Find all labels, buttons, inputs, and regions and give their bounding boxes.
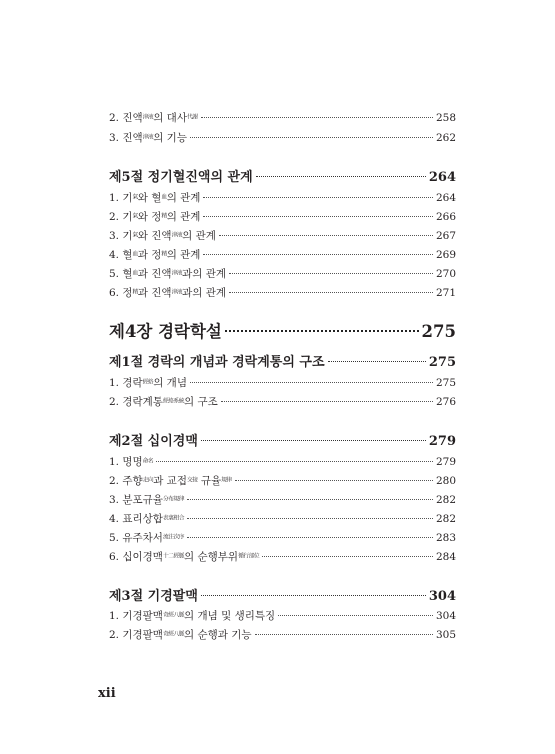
toc-entry-page: 276 xyxy=(435,396,456,408)
dot-leader xyxy=(201,117,433,118)
toc-entry xyxy=(109,130,456,146)
toc-entry xyxy=(109,627,456,643)
toc-section-page: 275 xyxy=(428,355,456,370)
toc-entry-page: 266 xyxy=(435,211,456,223)
dot-leader xyxy=(187,499,433,500)
toc-section-page: 279 xyxy=(428,434,456,449)
toc-entry xyxy=(109,454,456,470)
toc-entry-page: 280 xyxy=(435,475,456,487)
toc-entry-title: 1. 경락$^{經絡}$의 개념 xyxy=(109,377,187,389)
toc-section-page: 304 xyxy=(428,589,456,604)
toc-entry-page: 279 xyxy=(435,456,456,468)
dot-leader xyxy=(256,176,426,177)
toc-entry xyxy=(109,511,456,527)
toc-entry-title: 6. 정$^精$과 진액$^{津液}$과의 관계 xyxy=(109,287,227,299)
page-number: xii xyxy=(98,686,116,701)
toc-entry xyxy=(109,110,456,126)
toc-entry-page: 275 xyxy=(435,377,456,389)
toc-section xyxy=(109,351,456,371)
toc-entry-page: 284 xyxy=(435,551,456,563)
toc-entry-title: 3. 기$^氣$와 진액$^{津液}$의 관계 xyxy=(109,230,216,242)
toc-entry xyxy=(109,247,456,263)
toc-entry-page: 304 xyxy=(435,610,456,622)
toc-entry-title: 2. 주향$^{走向}$과 교접$^{交接}$ 규율$^{規律}$ xyxy=(109,475,232,487)
dot-leader xyxy=(225,330,419,332)
dot-leader xyxy=(187,518,433,519)
toc-entry xyxy=(109,190,456,206)
toc-entry-page: 282 xyxy=(435,494,456,506)
dot-leader xyxy=(203,197,432,198)
toc-entry-page: 282 xyxy=(435,513,456,525)
toc-entry xyxy=(109,492,456,508)
toc-entry-title: 2. 진액$^{津液}$의 대사$^{代謝}$ xyxy=(109,112,198,124)
toc-entry-title: 2. 기$^氣$와 정$^精$의 관계 xyxy=(109,211,201,223)
dot-leader xyxy=(235,480,433,481)
dot-leader xyxy=(190,137,433,138)
toc-entry-page: 258 xyxy=(435,112,456,124)
dot-leader xyxy=(190,382,433,383)
dot-leader xyxy=(187,537,433,538)
toc-entry-title: 6. 십이경맥$^{十二經脈}$의 순행부위$^{循行部位}$ xyxy=(109,551,260,563)
toc-entry xyxy=(109,473,456,489)
toc-entry-page: 262 xyxy=(435,132,456,144)
toc-chapter-title: 제4장 경락학설 xyxy=(109,322,222,341)
dot-leader xyxy=(203,254,432,255)
toc-entry-page: 269 xyxy=(435,249,456,261)
toc-section xyxy=(109,166,456,186)
toc-entry-title: 3. 진액$^{津液}$의 기능 xyxy=(109,132,187,144)
toc-entry xyxy=(109,375,456,391)
toc-entry-title: 5. 유주차서$^{流注次序}$ xyxy=(109,532,185,544)
toc-entry-title: 2. 경락계통$^{經絡系統}$의 구조 xyxy=(109,396,218,408)
toc-entry xyxy=(109,285,456,301)
dot-leader xyxy=(229,292,433,293)
dot-leader xyxy=(219,235,433,236)
dot-leader xyxy=(278,615,433,616)
toc-entry-title: 4. 혈$^血$과 정$^精$의 관계 xyxy=(109,249,201,261)
toc-entry xyxy=(109,209,456,225)
dot-leader xyxy=(221,401,433,402)
toc-entry xyxy=(109,608,456,624)
toc-section-title: 제5절 정기혈진액의 관계 xyxy=(109,170,253,185)
toc-section-title: 제2절 십이경맥 xyxy=(109,434,198,449)
toc-entry-title: 1. 명명$^{命名}$ xyxy=(109,456,154,468)
toc-chapter-page: 275 xyxy=(421,322,456,341)
toc-entry-page: 271 xyxy=(435,287,456,299)
toc-entry xyxy=(109,228,456,244)
toc-chapter xyxy=(109,318,456,342)
toc-entry xyxy=(109,549,456,565)
dot-leader xyxy=(255,634,433,635)
dot-leader xyxy=(262,556,433,557)
toc-section-title: 제1절 경락의 개념과 경락계통의 구조 xyxy=(109,355,325,370)
toc-section-page: 264 xyxy=(428,170,456,185)
toc-entry-title: 2. 기경팔맥$^{奇經八脈}$의 순행과 기능 xyxy=(109,629,252,641)
dot-leader xyxy=(229,273,433,274)
toc-entry xyxy=(109,266,456,282)
toc-entry-page: 264 xyxy=(435,192,456,204)
toc-entry-title: 5. 혈$^血$과 진액$^{津液}$과의 관계 xyxy=(109,268,227,280)
toc-entry-page: 283 xyxy=(435,532,456,544)
toc-entry-page: 270 xyxy=(435,268,456,280)
dot-leader xyxy=(156,461,433,462)
toc-entry xyxy=(109,394,456,410)
toc-entry-title: 1. 기경팔맥$^{奇經八脈}$의 개념 및 생리특징 xyxy=(109,610,276,622)
toc-entry-page: 305 xyxy=(435,629,456,641)
toc-entry-title: 1. 기$^氣$와 혈$^血$의 관계 xyxy=(109,192,201,204)
toc-entry-page: 267 xyxy=(435,230,456,242)
toc-entry-title: 3. 분포규율$^{分布規律}$ xyxy=(109,494,185,506)
dot-leader xyxy=(203,216,432,217)
toc-entry xyxy=(109,530,456,546)
toc-entry-title: 4. 표리상합$^{表裏相合}$ xyxy=(109,513,185,525)
dot-leader xyxy=(328,361,426,362)
toc-section xyxy=(109,585,456,605)
dot-leader xyxy=(201,440,426,441)
toc-section-title: 제3절 기경팔맥 xyxy=(109,589,198,604)
dot-leader xyxy=(201,595,426,596)
toc-section xyxy=(109,430,456,450)
